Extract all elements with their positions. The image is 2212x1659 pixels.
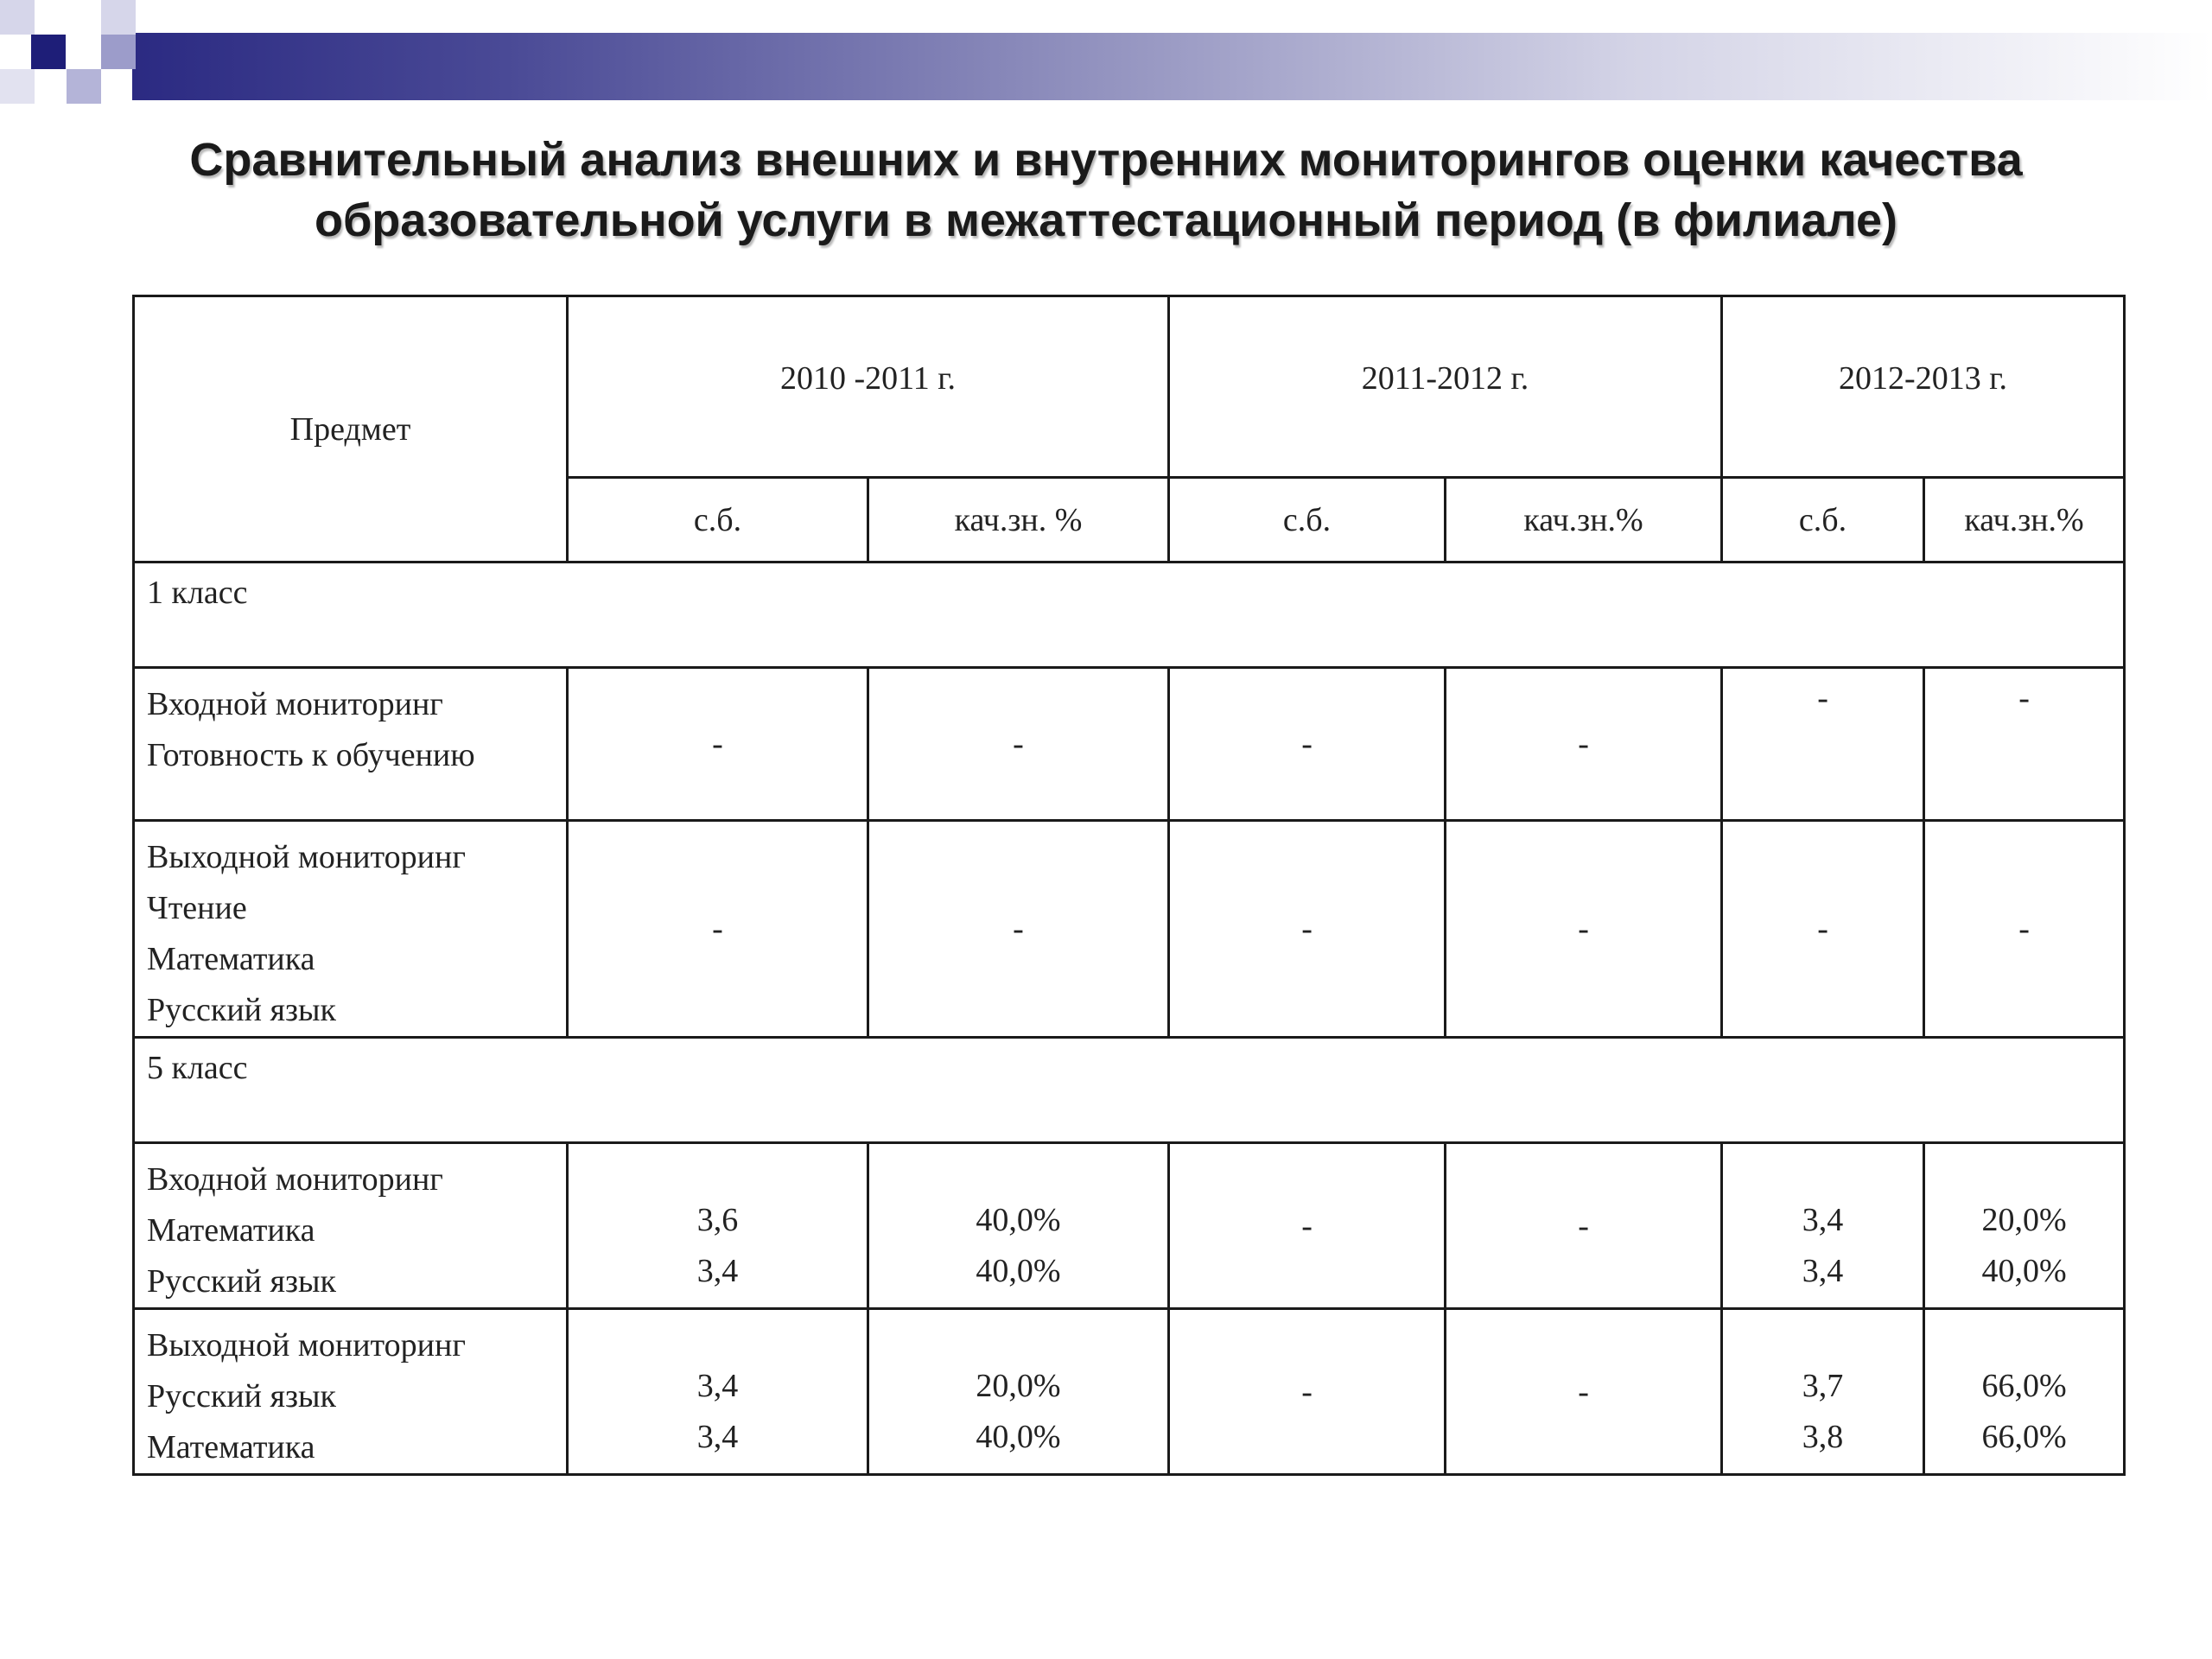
grade-label-5: 5 класс xyxy=(134,1038,2125,1143)
table-row xyxy=(134,821,2125,1038)
cell: - xyxy=(1169,821,1446,1038)
year-header-2: 2011-2012 г. xyxy=(1169,296,1722,478)
row-label-line: Математика xyxy=(147,1212,315,1249)
cell xyxy=(1722,1143,1924,1309)
row-label-line: Входной мониторинг xyxy=(147,1161,443,1198)
row-label-line: Русский язык xyxy=(147,1378,336,1414)
cell-value: 3,7 xyxy=(1802,1368,1844,1404)
subject-header: Предмет xyxy=(134,296,568,563)
cell-value: 40,0% xyxy=(976,1202,1061,1238)
subheader-avg-score: с.б. xyxy=(1169,478,1446,563)
cell: - xyxy=(1446,668,1722,821)
year-header-3: 2012-2013 г. xyxy=(1722,296,2125,478)
decor-square xyxy=(101,0,136,35)
cell-value: 20,0% xyxy=(976,1368,1061,1404)
header-gradient-band xyxy=(132,33,2212,100)
decor-square xyxy=(0,69,35,104)
row-label-line: Выходной мониторинг xyxy=(147,839,466,875)
cell-value: 40,0% xyxy=(976,1419,1061,1455)
row-label xyxy=(134,821,568,1038)
row-label-line: Готовность к обучению xyxy=(147,737,475,773)
row-label xyxy=(134,668,568,821)
row-label-line: Чтение xyxy=(147,890,247,926)
cell: - xyxy=(568,668,868,821)
row-label-line: Входной мониторинг xyxy=(147,686,443,722)
row-label-line: Русский язык xyxy=(147,1263,336,1300)
cell: - xyxy=(1169,1143,1446,1309)
subheader-avg-score: с.б. xyxy=(1722,478,1924,563)
table-row xyxy=(134,668,2125,821)
cell xyxy=(1924,1309,2125,1475)
row-label-line: Выходной мониторинг xyxy=(147,1327,466,1363)
decor-square xyxy=(67,69,101,104)
cell xyxy=(868,1309,1169,1475)
subheader-quality: кач.зн. % xyxy=(868,478,1169,563)
header-row-years xyxy=(134,296,2125,478)
cell: - xyxy=(868,668,1169,821)
cell xyxy=(1722,1309,1924,1475)
row-label-line: Математика xyxy=(147,941,315,977)
grade-row-1 xyxy=(134,563,2125,668)
page-title xyxy=(173,130,2039,251)
cell-value: 3,4 xyxy=(696,1253,739,1289)
row-label-line: Русский язык xyxy=(147,992,336,1028)
subheader-quality: кач.зн.% xyxy=(1446,478,1722,563)
row-label xyxy=(134,1143,568,1309)
decor-square xyxy=(101,35,136,69)
title-line-1: Сравнительный анализ внешних и внутренних мониторингов оценки качества xyxy=(189,134,2023,186)
cell-value: 3,8 xyxy=(1802,1419,1844,1455)
grade-label-1: 1 класс xyxy=(134,563,2125,668)
cell-value: 3,4 xyxy=(696,1368,739,1404)
cell-value: 20,0% xyxy=(1981,1202,2067,1238)
row-label-line: Математика xyxy=(147,1429,315,1465)
cell-value: 40,0% xyxy=(1981,1253,2067,1289)
table-row xyxy=(134,1309,2125,1475)
cell: - xyxy=(1446,821,1722,1038)
cell xyxy=(568,1309,868,1475)
cell: - xyxy=(1924,668,2125,821)
cell: - xyxy=(1924,821,2125,1038)
cell-value: 3,6 xyxy=(696,1202,739,1238)
cell: - xyxy=(1722,668,1924,821)
cell-value: 66,0% xyxy=(1981,1419,2067,1455)
subheader-quality: кач.зн.% xyxy=(1924,478,2125,563)
subheader-avg-score: с.б. xyxy=(568,478,868,563)
decor-square xyxy=(31,35,66,69)
table-row xyxy=(134,1143,2125,1309)
cell: - xyxy=(1722,821,1924,1038)
cell-value: 40,0% xyxy=(976,1253,1061,1289)
cell: - xyxy=(1446,1309,1722,1475)
comparison-table xyxy=(132,295,2126,1476)
cell: - xyxy=(868,821,1169,1038)
cell xyxy=(868,1143,1169,1309)
cell: - xyxy=(1169,668,1446,821)
decor-square xyxy=(0,0,35,35)
row-label xyxy=(134,1309,568,1475)
cell-value: 66,0% xyxy=(1981,1368,2067,1404)
cell-value: 3,4 xyxy=(1802,1202,1844,1238)
year-header-1: 2010 -2011 г. xyxy=(568,296,1169,478)
cell-value: 3,4 xyxy=(696,1419,739,1455)
cell xyxy=(1924,1143,2125,1309)
title-line-2: образовательной услуги в межаттестационный период (в филиале) xyxy=(314,194,1898,246)
cell xyxy=(568,1143,868,1309)
cell: - xyxy=(568,821,868,1038)
cell-value: 3,4 xyxy=(1802,1253,1844,1289)
grade-row-5 xyxy=(134,1038,2125,1143)
cell: - xyxy=(1169,1309,1446,1475)
cell: - xyxy=(1446,1143,1722,1309)
